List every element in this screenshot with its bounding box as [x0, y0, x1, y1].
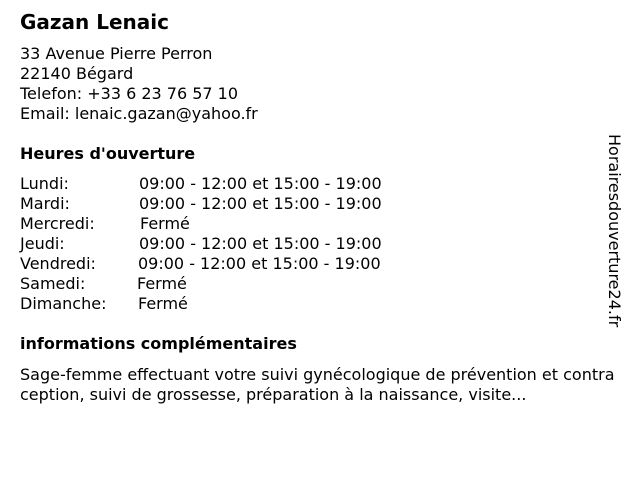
- hours-row-sunday: [20, 294, 440, 314]
- day-label: Mardi:: [20, 194, 70, 213]
- address-city: 22140 Bégard: [20, 64, 134, 83]
- address-street: 33 Avenue Pierre Perron: [20, 44, 213, 63]
- hours-row-saturday: [20, 274, 440, 294]
- day-hours: 09:00 - 12:00 et 15:00 - 19:00: [139, 174, 382, 193]
- site-watermark: Horairesdouverture24.fr: [605, 134, 624, 328]
- email-line: Email: lenaic.gazan@yahoo.fr: [20, 104, 258, 123]
- hours-row-friday: [20, 254, 440, 274]
- day-label: Jeudi:: [20, 234, 65, 253]
- day-label: Vendredi:: [20, 254, 96, 273]
- info-heading: informations complémentaires: [20, 334, 297, 353]
- day-hours: 09:00 - 12:00 et 15:00 - 19:00: [139, 234, 382, 253]
- hours-table: [20, 174, 440, 314]
- day-label: Lundi:: [20, 174, 69, 193]
- hours-row-monday: [20, 174, 440, 194]
- hours-heading: Heures d'ouverture: [20, 144, 196, 163]
- day-hours: 09:00 - 12:00 et 15:00 - 19:00: [138, 254, 381, 273]
- hours-row-tuesday: [20, 194, 440, 214]
- hours-row-thursday: [20, 234, 440, 254]
- day-hours: 09:00 - 12:00 et 15:00 - 19:00: [139, 194, 382, 213]
- day-hours: Fermé: [137, 274, 187, 293]
- business-name: Gazan Lenaic: [20, 10, 170, 34]
- contact-block: [20, 44, 258, 124]
- day-label: Samedi:: [20, 274, 86, 293]
- day-label: Mercredi:: [20, 214, 95, 233]
- day-hours: Fermé: [140, 214, 190, 233]
- hours-row-wednesday: [20, 214, 440, 234]
- day-hours: Fermé: [138, 294, 188, 313]
- description-text: Sage-femme effectuant votre suivi gynécologique de prévention et contraception, suivi de grossesse, préparation à la naissance, visite...: [20, 365, 615, 404]
- day-label: Dimanche:: [20, 294, 107, 313]
- phone-line: Telefon: +33 6 23 76 57 10: [20, 84, 239, 103]
